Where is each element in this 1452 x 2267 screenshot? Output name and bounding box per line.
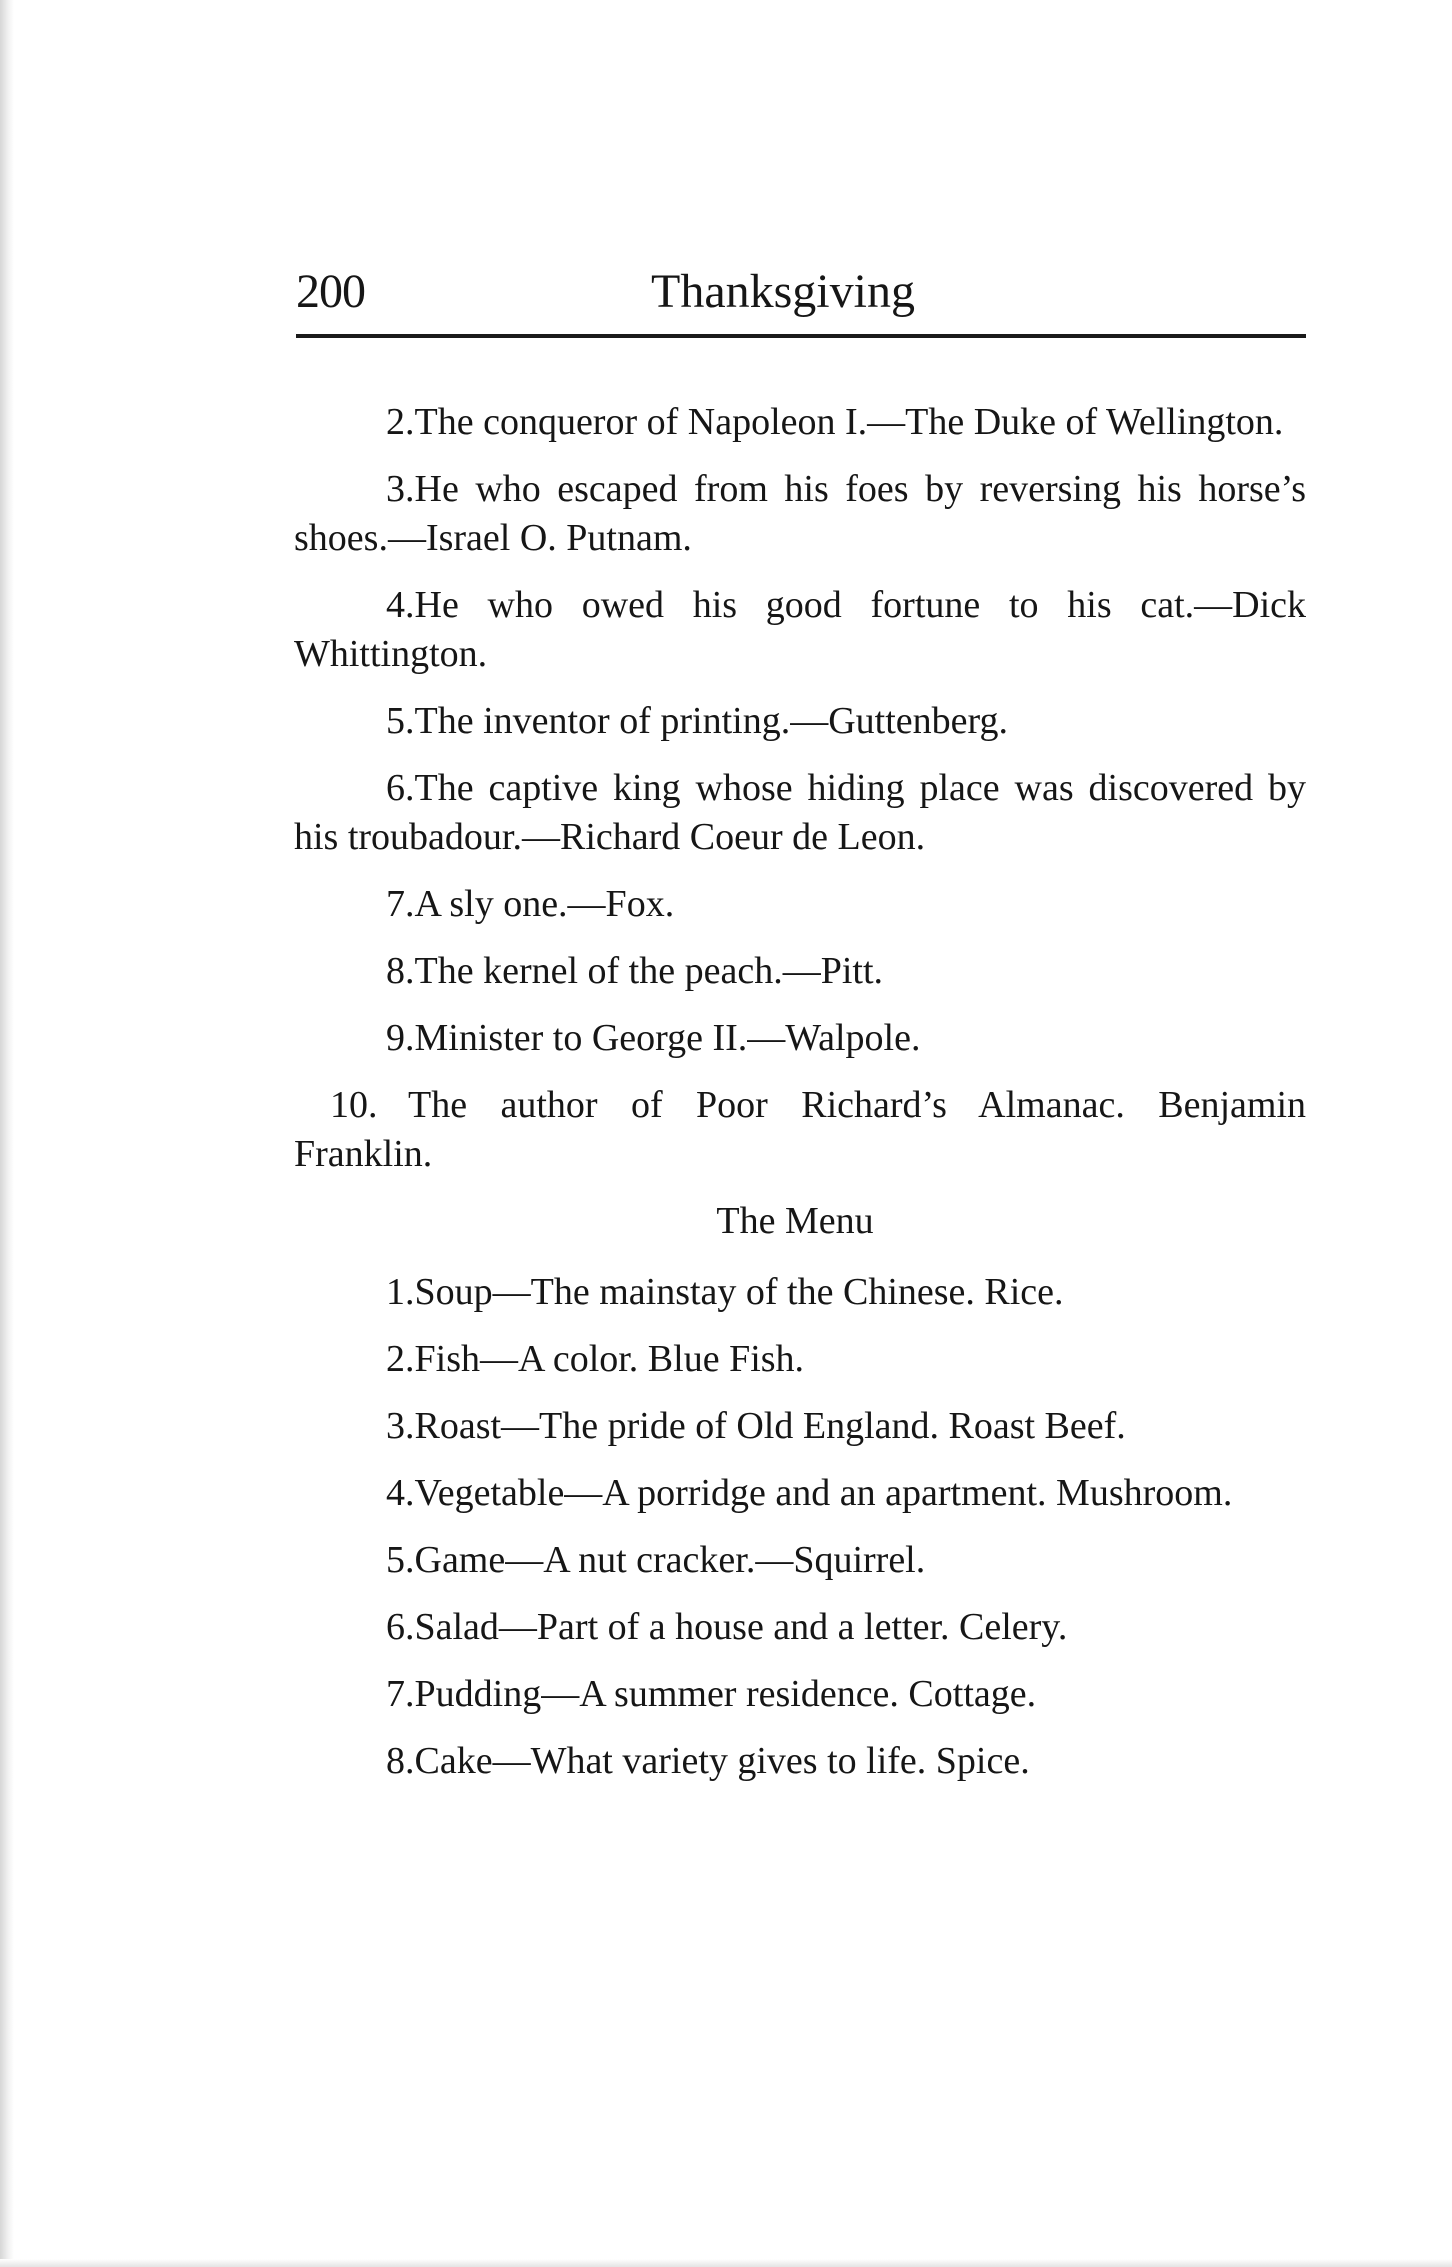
menu-item-number: 8. [386, 1740, 415, 1782]
answer-entry [294, 947, 1306, 996]
page-body [294, 398, 1306, 1804]
page-header [296, 262, 1306, 332]
entry-text: A sly one.—Fox. [414, 883, 675, 925]
menu-item-text: Cake—What variety gives to life. Spice. [414, 1740, 1030, 1782]
answer-entry [294, 880, 1306, 929]
running-head: Thanksgiving [651, 265, 915, 318]
menu-item-text: Pudding—A summer residence. Cottage. [414, 1673, 1037, 1715]
menu-item-number: 7. [386, 1673, 415, 1715]
entry-text: He who escaped from his foes by reversing his horse’s shoes.—Israel O. Putnam. [294, 468, 1306, 559]
menu-heading: The Menu [716, 1200, 874, 1242]
menu-item [294, 1603, 1306, 1652]
entry-text: The conqueror of Napoleon I.—The Duke of Wellington. [414, 401, 1284, 443]
menu-item-text: Salad—Part of a house and a letter. Celery. [414, 1606, 1068, 1648]
menu-item [294, 1402, 1306, 1451]
menu-item-number: 5. [386, 1539, 415, 1581]
entry-text: The inventor of printing.—Guttenberg. [414, 700, 1008, 742]
entry-number: 10. [330, 1084, 378, 1126]
entry-text: Minister to George II.—Walpole. [414, 1017, 921, 1059]
entry-number: 6. [386, 767, 415, 809]
entry-text: He who owed his good fortune to his cat.—Dick Whittington. [294, 584, 1306, 675]
menu-item-number: 2. [386, 1338, 415, 1380]
answer-entry [294, 1014, 1306, 1063]
entry-number: 5. [386, 700, 415, 742]
menu-item-number: 6. [386, 1606, 415, 1648]
menu-item-number: 3. [386, 1405, 415, 1447]
entry-number: 7. [386, 883, 415, 925]
entry-number: 4. [386, 584, 415, 626]
entry-number: 9. [386, 1017, 415, 1059]
answer-entry [294, 465, 1306, 563]
header-rule [296, 334, 1306, 338]
entry-number: 8. [386, 950, 415, 992]
answer-entry [294, 697, 1306, 746]
menu-item-number: 4. [386, 1472, 415, 1514]
entry-text: The author of Poor Richard’s Almanac. Benjamin Franklin. [294, 1084, 1306, 1175]
menu-item-number: 1. [386, 1271, 415, 1313]
page-binding-shadow [0, 0, 14, 2267]
menu-item-text: Game—A nut cracker.—Squirrel. [414, 1539, 926, 1581]
entry-number: 3. [386, 468, 415, 510]
menu-item [294, 1335, 1306, 1384]
menu-item-text: Roast—The pride of Old England. Roast Beef. [414, 1405, 1126, 1447]
answer-entry [294, 398, 1306, 447]
entry-text: The kernel of the peach.—Pitt. [414, 950, 884, 992]
entry-text: The captive king whose hiding place was discovered by his troubadour.—Richard Coeur de Leon. [294, 767, 1306, 858]
entry-number: 2. [386, 401, 415, 443]
page-number: 200 [296, 265, 365, 318]
menu-item-text: Fish—A color. Blue Fish. [414, 1338, 805, 1380]
menu-item [294, 1469, 1306, 1518]
menu-item-text: Vegetable—A porridge and an apartment. Mushroom. [414, 1472, 1233, 1514]
answer-entry [294, 764, 1306, 862]
menu-item [294, 1536, 1306, 1585]
answer-entry [294, 581, 1306, 679]
answer-entry [294, 1081, 1306, 1179]
menu-item [294, 1670, 1306, 1719]
menu-item [294, 1268, 1306, 1317]
menu-item-text: Soup—The mainstay of the Chinese. Rice. [414, 1271, 1064, 1313]
menu-item [294, 1737, 1306, 1786]
page-bottom-edge [0, 2259, 1452, 2267]
